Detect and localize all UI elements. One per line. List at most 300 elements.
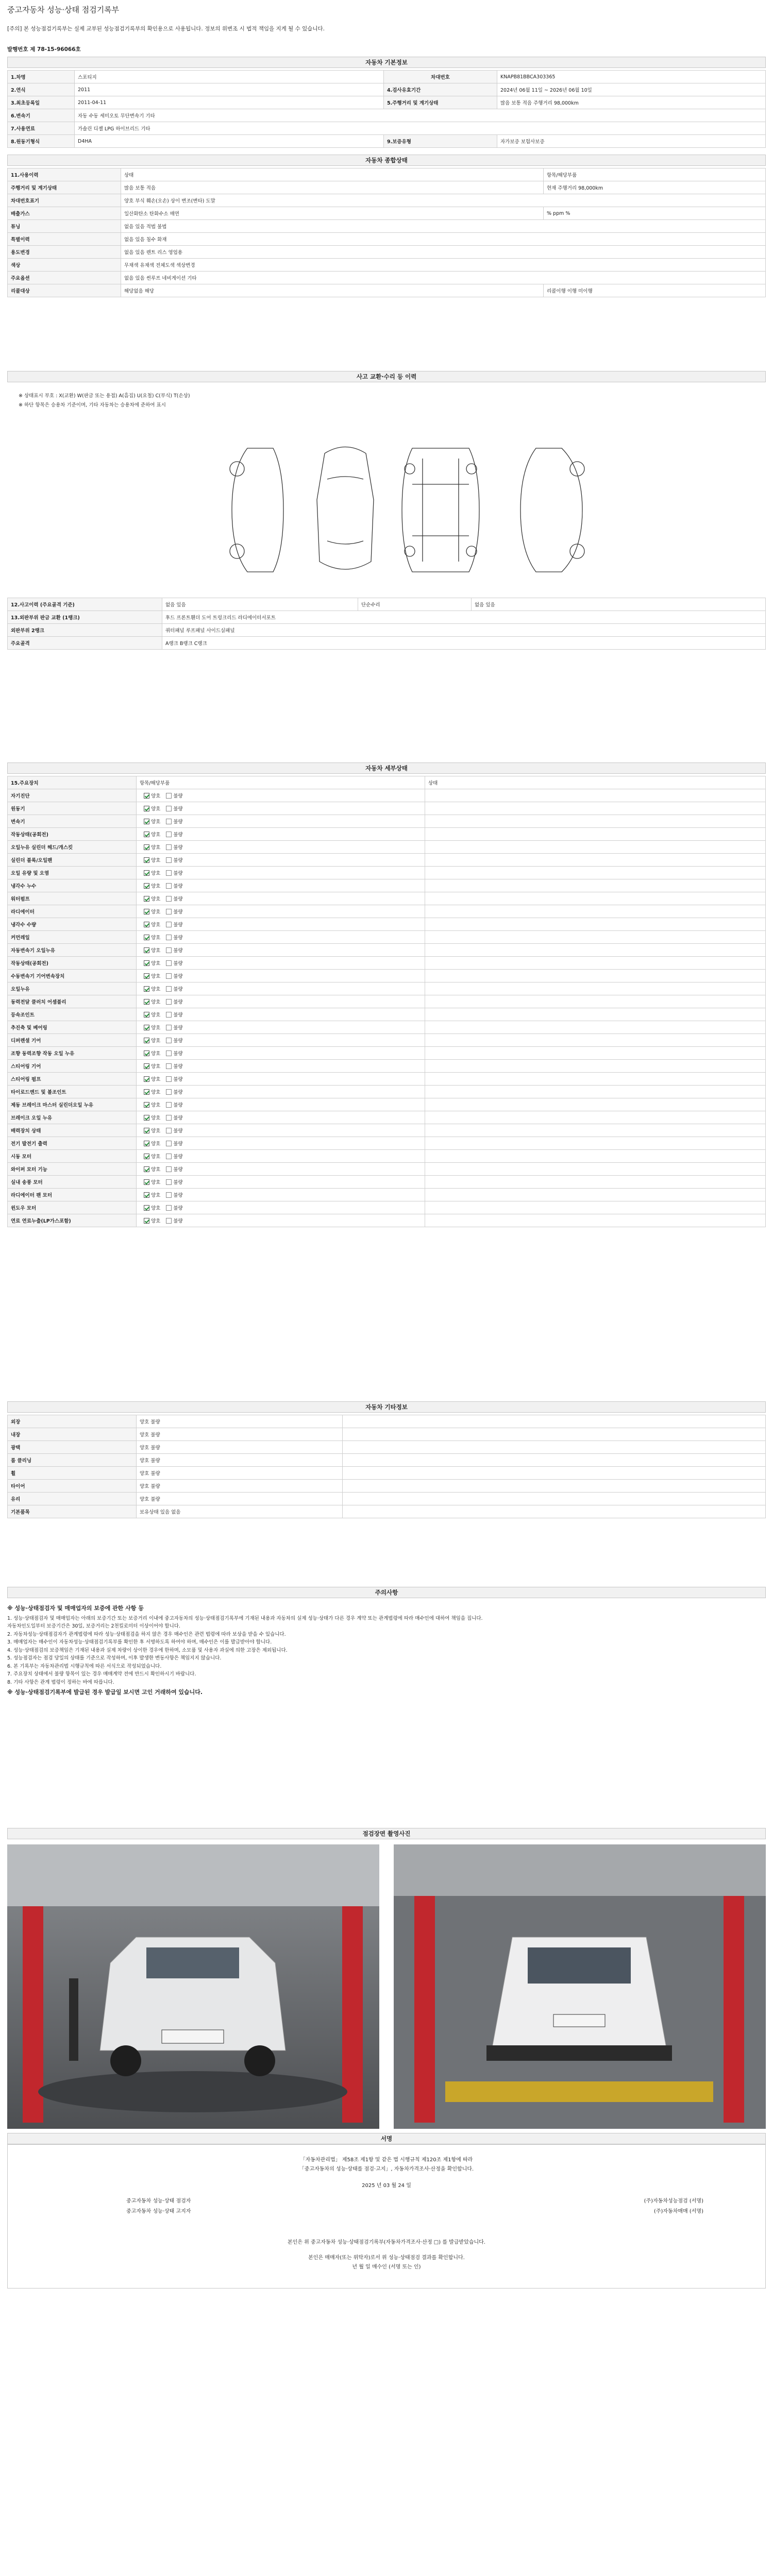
checkbox-icon[interactable] (166, 1025, 172, 1030)
checkbox-icon[interactable] (144, 1141, 149, 1146)
value-cell: 단순수리 (358, 598, 472, 611)
checkbox-icon[interactable] (144, 832, 149, 837)
value-cell: 없음 있음 (472, 598, 766, 611)
checkbox-icon[interactable] (144, 935, 149, 940)
checkbox-icon[interactable] (144, 1205, 149, 1211)
table-row (8, 272, 766, 284)
checkbox-icon[interactable] (166, 793, 172, 799)
checkbox-icon[interactable] (166, 1128, 172, 1133)
inspection-photo-1 (7, 1844, 379, 2129)
part-cell: 전기 발전기 출력 (8, 1137, 137, 1150)
checkbox-icon[interactable] (144, 960, 149, 966)
checkbox-icon[interactable] (166, 922, 172, 927)
inspector-label: 중고자동차 성능·상태 점검자 (126, 2198, 191, 2204)
car-top-outline (317, 447, 374, 570)
table-row (8, 867, 766, 879)
note-cell (425, 1124, 766, 1137)
table-row (8, 181, 766, 194)
wheel-icon (466, 546, 477, 556)
part-cell: 냉각수 수량 (8, 918, 137, 931)
checkbox-icon[interactable] (166, 909, 172, 914)
status-cell: 양호 불량 (137, 1137, 425, 1150)
part-cell: 냉각수 누수 (8, 879, 137, 892)
checkbox-icon[interactable] (166, 1012, 172, 1018)
note-cell (425, 931, 766, 944)
status-cell: 양호 불량 (137, 1073, 425, 1086)
part-cell: 조향 동력조향 작동 오일 누유 (8, 1047, 137, 1060)
table-row (8, 637, 766, 650)
checkbox-icon[interactable] (166, 883, 172, 889)
table-row (8, 1086, 766, 1098)
notice-line: 5. 성능점검자는 점검 당일의 상태를 기준으로 작성하며, 이후 발생한 변동사항은 책임지지 않습니다. (7, 1655, 222, 1661)
checkbox-icon[interactable] (166, 832, 172, 837)
sign-block (7, 2144, 766, 2289)
value-cell (343, 1505, 766, 1518)
table-row (8, 918, 766, 931)
note-cell (425, 995, 766, 1008)
table-row (8, 207, 766, 220)
value-cell: 양호 부식 훼손(오손) 상이 변조(변타) 도말 (121, 194, 766, 207)
note-cell (425, 1021, 766, 1034)
value-cell: 현재 주행거리 98,000km (544, 181, 766, 194)
part-cell: 배력장치 상태 (8, 1124, 137, 1137)
seller-label: 중고자동차 성능·상태 고지자 (126, 2209, 191, 2214)
table-row (8, 1150, 766, 1163)
note-cell (425, 1008, 766, 1021)
status-cell: 양호 불량 (137, 1124, 425, 1137)
status-cell: 양호 불량 (137, 815, 425, 828)
checkbox-icon[interactable] (144, 986, 149, 992)
part-cell: 오일 유량 및 오염 (8, 867, 137, 879)
value-cell: 양호 불량 (137, 1480, 343, 1493)
accident-history-header: 사고 교환·수리 등 이력 (7, 371, 766, 382)
checkbox-icon[interactable] (166, 819, 172, 824)
checkbox-icon[interactable] (144, 1025, 149, 1030)
value-cell: 없음 있음 썬루프 네비게이션 기타 (121, 272, 766, 284)
table-row (8, 957, 766, 970)
note-cell (425, 867, 766, 879)
value-cell (343, 1415, 766, 1428)
checkbox-icon[interactable] (166, 1154, 172, 1159)
part-cell: 라디에이터 팬 모터 (8, 1189, 137, 1201)
label-cell: 11.사용이력 (8, 168, 121, 181)
part-cell: 수동변속기 기어변속장치 (8, 970, 137, 982)
part-cell: 디퍼렌셜 기어 (8, 1034, 137, 1047)
table-row (8, 1467, 766, 1480)
checkbox-icon[interactable] (144, 1115, 149, 1121)
checkbox-icon[interactable] (144, 819, 149, 824)
label-cell: 4.검사유효기간 (384, 83, 497, 96)
notice-emphasis: ※ 성능·상태점검기록부에 발급된 경우 발급일 보시면 고인 거래하여 있습니다. (7, 1689, 203, 1696)
wheel-icon (405, 546, 415, 556)
part-cell: 커먼레일 (8, 931, 137, 944)
table-row (8, 284, 766, 297)
table-row (8, 194, 766, 207)
checkbox-icon[interactable] (144, 1102, 149, 1108)
table-row (8, 1176, 766, 1189)
value-cell: 없음 있음 (162, 598, 358, 611)
part-cell: 원동기 (8, 802, 137, 815)
table-row (8, 1137, 766, 1150)
status-cell: 양호 불량 (137, 1008, 425, 1021)
value-cell: 무채색 유채색 전체도색 색상변경 (121, 259, 766, 272)
notice-body (7, 1602, 766, 1699)
value-cell: 2011-04-11 (75, 96, 384, 109)
checkbox-icon[interactable] (166, 857, 172, 863)
detail-table (7, 776, 766, 1227)
checkbox-icon[interactable] (144, 1012, 149, 1018)
note-cell (425, 1137, 766, 1150)
note-cell (425, 1098, 766, 1111)
table-row (8, 1493, 766, 1505)
status-cell: 양호 불량 (137, 1034, 425, 1047)
checkbox-icon[interactable] (166, 1218, 172, 1224)
table-row (8, 815, 766, 828)
status-cell: 양호 불량 (137, 828, 425, 841)
car-diagram (227, 438, 587, 582)
label-cell: 광택 (8, 1441, 137, 1454)
value-cell: 양호 불량 (137, 1467, 343, 1480)
checkbox-icon[interactable] (144, 999, 149, 1005)
wheel-icon (405, 464, 415, 474)
sign-statement: 「중고자동차의 성능·상태를 점검·고지」, 자동차가격조사·산정을 확인합니다. (299, 2166, 474, 2172)
note-cell (425, 892, 766, 905)
status-cell: 양호 불량 (137, 854, 425, 867)
checkbox-icon[interactable] (166, 1076, 172, 1082)
part-cell: 제동 브레이크 마스터 실린더오일 누유 (8, 1098, 137, 1111)
notice-line: 자동차인도일부터 보증기간은 30일, 보증거리는 2천킬로미터 이상이어야 합니다. (7, 1623, 180, 1629)
status-cell: 양호 불량 (137, 1214, 425, 1227)
seller-name: (주)자동차매매 (서명) (653, 2209, 703, 2214)
checkbox-icon[interactable] (166, 1050, 172, 1056)
document-title: 중고자동차 성능·상태 점검기록부 (7, 5, 120, 14)
label-cell: 8.원동기형식 (8, 135, 75, 148)
notice-line: 8. 기타 사항은 관계 법령이 정하는 바에 따릅니다. (7, 1679, 114, 1685)
value-cell: 일산화탄소 탄화수소 매연 (121, 207, 544, 220)
checkbox-icon[interactable] (144, 1166, 149, 1172)
table-row (8, 802, 766, 815)
status-cell: 양호 불량 (137, 931, 425, 944)
value-cell (343, 1493, 766, 1505)
note-cell (425, 1047, 766, 1060)
note-cell (425, 1189, 766, 1201)
label-cell: 3.최초등록일 (8, 96, 75, 109)
status-cell: 양호 불량 (137, 1150, 425, 1163)
status-cell: 양호 불량 (137, 1176, 425, 1189)
checkbox-icon[interactable] (144, 844, 149, 850)
checkbox-icon[interactable] (144, 883, 149, 889)
value-cell: 쿼터패널 루프패널 사이드실패널 (162, 624, 766, 637)
part-cell: 타이로드엔드 및 볼조인트 (8, 1086, 137, 1098)
note-cell (425, 854, 766, 867)
note-cell (425, 841, 766, 854)
part-cell: 동력전달 클러치 어셈블리 (8, 995, 137, 1008)
checkbox-icon[interactable] (144, 806, 149, 811)
label-cell: 차대번호 (384, 71, 497, 83)
value-cell: 많음 보통 적음 주행거리 98,000km (497, 96, 766, 109)
status-cell: 양호 불량 (137, 1047, 425, 1060)
document-number: 발행번호 제 78-15-96066호 (7, 46, 81, 53)
basic-info-header: 자동차 기본정보 (7, 57, 766, 68)
checkbox-icon[interactable] (166, 1192, 172, 1198)
part-cell: 오일누유 실린더 헤드/개스킷 (8, 841, 137, 854)
checkbox-icon[interactable] (166, 960, 172, 966)
status-cell: 양호 불량 (137, 802, 425, 815)
checkbox-icon[interactable] (166, 1141, 172, 1146)
checkbox-icon[interactable] (166, 1205, 172, 1211)
label-cell: 2.연식 (8, 83, 75, 96)
value-cell (343, 1454, 766, 1467)
label-cell: 리콜대상 (8, 284, 121, 297)
checkbox-icon[interactable] (144, 1179, 149, 1185)
table-row (8, 1163, 766, 1176)
status-cell: 양호 불량 (137, 1021, 425, 1034)
table-row (8, 879, 766, 892)
label-cell: 내장 (8, 1428, 137, 1441)
table-row (8, 1124, 766, 1137)
table-row (8, 931, 766, 944)
label-cell: 휠 (8, 1467, 137, 1480)
checkbox-icon[interactable] (144, 909, 149, 914)
table-row (8, 135, 766, 148)
checkbox-icon[interactable] (144, 1192, 149, 1198)
value-cell (343, 1441, 766, 1454)
label-cell: 5.주행거리 및 계기상태 (384, 96, 497, 109)
value-cell: 없음 있음 침수 화재 (121, 233, 766, 246)
table-row (8, 1214, 766, 1227)
status-cell: 양호 불량 (137, 1189, 425, 1201)
notice-line: 1. 성능·상태점검자 및 매매업자는 아래의 보증기간 또는 보증거리 이내에 중고자동차의 성능·상태점검기록부에 기재된 내용과 자동차의 실제 성능·상태가 다른 경우 계약 또는 관계법령에 따라 매수인에 대하여 책임을 집니다. (7, 1615, 483, 1621)
status-cell: 양호 불량 (137, 905, 425, 918)
value-cell: 많음 보통 적음 (121, 181, 544, 194)
status-cell: 양호 불량 (137, 957, 425, 970)
value-cell (343, 1480, 766, 1493)
notice-line: 7. 주요장치 상태에서 불량 항목이 있는 경우 매매계약 전에 반드시 확인하시기 바랍니다. (7, 1671, 196, 1677)
status-cell: 양호 불량 (137, 1086, 425, 1098)
note-cell (425, 1073, 766, 1086)
note-cell (425, 1111, 766, 1124)
wheel-icon (466, 464, 477, 474)
checkbox-icon[interactable] (166, 870, 172, 876)
status-cell: 양호 불량 (137, 867, 425, 879)
value-cell: 양호 불량 (137, 1441, 343, 1454)
value-cell (343, 1467, 766, 1480)
label-cell: 용도변경 (8, 246, 121, 259)
label-cell: 주행거리 및 계기상태 (8, 181, 121, 194)
sign-statement: 「자동차관리법」 제58조 제1항 및 같은 법 시행규칙 제120조 제1항에 따라 (300, 2157, 473, 2163)
label-cell: 특별이력 (8, 233, 121, 246)
table-row (8, 1008, 766, 1021)
checkbox-icon[interactable] (166, 1115, 172, 1121)
value-cell: A랭크 B랭크 C랭크 (162, 637, 766, 650)
checkbox-icon[interactable] (166, 973, 172, 979)
table-row (8, 828, 766, 841)
label-cell: 유리 (8, 1493, 137, 1505)
status-cell: 양호 불량 (137, 879, 425, 892)
value-cell: KNAPB81BBCA303365 (497, 71, 766, 83)
table-row (8, 611, 766, 624)
checkbox-icon[interactable] (166, 806, 172, 811)
note-cell (425, 1201, 766, 1214)
table-row (8, 1441, 766, 1454)
status-cell: 양호 불량 (137, 944, 425, 957)
checkbox-icon[interactable] (144, 922, 149, 927)
note-cell (425, 815, 766, 828)
checkbox-icon[interactable] (166, 1038, 172, 1043)
table-row (8, 1060, 766, 1073)
checkbox-icon[interactable] (144, 857, 149, 863)
note-cell (425, 828, 766, 841)
inspection-photo-2 (394, 1844, 766, 2129)
part-cell: 실내 송풍 모터 (8, 1176, 137, 1189)
value-cell: 자동 수동 세미오토 무단변속기 기타 (75, 109, 766, 122)
table-row (8, 905, 766, 918)
value-cell: 가솔린 디젤 LPG 하이브리드 기타 (75, 122, 766, 135)
summary-table (7, 168, 766, 297)
label-cell: 타이어 (8, 1480, 137, 1493)
table-row (8, 1111, 766, 1124)
table-row (8, 71, 766, 83)
note-cell (425, 802, 766, 815)
label-cell: 외판부위 2랭크 (8, 624, 162, 637)
table-row (8, 1505, 766, 1518)
label-cell: 차대번호표기 (8, 194, 121, 207)
part-cell: 브레이크 오일 누유 (8, 1111, 137, 1124)
checkbox-icon[interactable] (166, 844, 172, 850)
checkbox-icon[interactable] (144, 896, 149, 902)
label-cell: 기본품목 (8, 1505, 137, 1518)
part-cell: 시동 모터 (8, 1150, 137, 1163)
legend-line: ※ 상태표시 부호 : X(교환) W(판금 또는 용접) A(흠집) U(요철) C(부식) T(손상) (19, 393, 190, 399)
notice-line: 3. 매매업자는 매수인이 자동차성능·상태점검기록부를 확인한 후 서명하도록 하여야 하며, 매수인은 이를 발급받아야 합니다. (7, 1639, 272, 1645)
checkbox-icon[interactable] (144, 1128, 149, 1133)
value-cell: 항목/해당부품 (544, 168, 766, 181)
part-cell: 와이퍼 모터 기능 (8, 1163, 137, 1176)
checkbox-icon[interactable] (166, 1089, 172, 1095)
legend-line: ※ 하단 항목은 승용차 기준이며, 기타 자동차는 승용차에 준하여 표시 (19, 402, 166, 408)
notice-header: 주의사항 (7, 1587, 766, 1598)
other-info-table (7, 1415, 766, 1518)
notice-line: 4. 성능·상태점검의 보증책임은 기재된 내용과 실제 차량이 상이한 경우에 한하며, 소모품 및 사용자 과실에 의한 고장은 제외됩니다. (7, 1647, 288, 1653)
checkbox-icon[interactable] (166, 999, 172, 1005)
windshield-line (327, 477, 363, 544)
inspector-name: (주)자동차성능점검 (서명) (644, 2198, 703, 2204)
table-row (8, 233, 766, 246)
checkbox-icon[interactable] (166, 947, 172, 953)
status-cell: 양호 불량 (137, 1163, 425, 1176)
label-cell: 튜닝 (8, 220, 121, 233)
part-cell: 스티어링 펌프 (8, 1073, 137, 1086)
table-row (8, 944, 766, 957)
note-cell (425, 1163, 766, 1176)
status-cell: 양호 불량 (137, 1098, 425, 1111)
value-cell: 자가보증 보험사보증 (497, 135, 766, 148)
value-cell: 양호 불량 (137, 1428, 343, 1441)
table-row (8, 220, 766, 233)
part-cell: 작동상태(공회전) (8, 957, 137, 970)
checkbox-icon[interactable] (144, 1154, 149, 1159)
value-cell: 스포티지 (75, 71, 384, 83)
checkbox-icon[interactable] (166, 1166, 172, 1172)
sign-header: 서명 (7, 2133, 766, 2144)
value-cell: 없음 있음 적법 불법 (121, 220, 766, 233)
checkbox-icon[interactable] (144, 1218, 149, 1224)
status-cell: 양호 불량 (137, 1201, 425, 1214)
label-cell: 6.변속기 (8, 109, 75, 122)
table-row (8, 970, 766, 982)
table-row (8, 1021, 766, 1034)
detail-header: 자동차 세부상태 (7, 762, 766, 774)
table-row (8, 1073, 766, 1086)
checkbox-icon[interactable] (166, 1063, 172, 1069)
status-cell: 양호 불량 (137, 1111, 425, 1124)
buyer-signature-line: 년 월 일 매수인 (서명 또는 인) (352, 2264, 421, 2270)
checkbox-icon[interactable] (144, 1050, 149, 1056)
value-cell: 상태 (121, 168, 544, 181)
checkbox-icon[interactable] (144, 1038, 149, 1043)
checkbox-icon[interactable] (144, 973, 149, 979)
checkbox-icon[interactable] (166, 1179, 172, 1185)
note-cell (425, 905, 766, 918)
checkbox-icon[interactable] (144, 870, 149, 876)
status-cell: 양호 불량 (137, 970, 425, 982)
value-cell: 항목/해당부품 (137, 776, 425, 789)
checkbox-icon[interactable] (166, 1102, 172, 1108)
part-cell: 변속기 (8, 815, 137, 828)
checkbox-icon[interactable] (166, 935, 172, 940)
checkbox-icon[interactable] (166, 896, 172, 902)
table-row (8, 246, 766, 259)
value-cell: 2024년 06월 11일 ~ 2026년 06월 10일 (497, 83, 766, 96)
status-cell: 양호 불량 (137, 995, 425, 1008)
car-side-right-outline (520, 448, 582, 572)
part-cell: 워터펌프 (8, 892, 137, 905)
checkbox-icon[interactable] (144, 947, 149, 953)
document-notice: [주의] 본 성능점검기록부는 실제 교부된 성능점검기록부의 확인용으로 사용됩니다. 정보의 위변조 시 법적 책임을 지게 될 수 있습니다. (7, 26, 325, 32)
checkbox-icon[interactable] (144, 1063, 149, 1069)
table-row (8, 96, 766, 109)
table-row (8, 259, 766, 272)
table-row (8, 83, 766, 96)
label-cell: 색상 (8, 259, 121, 272)
frame-line (412, 459, 469, 562)
value-cell: 보유상태 있음 없음 (137, 1505, 343, 1518)
label-cell: 룸 클리닝 (8, 1454, 137, 1467)
part-cell: 윈도우 모터 (8, 1201, 137, 1214)
checkbox-icon[interactable] (166, 986, 172, 992)
status-cell: 양호 불량 (137, 892, 425, 905)
status-cell: 양호 불량 (137, 918, 425, 931)
note-cell (425, 957, 766, 970)
checkbox-icon[interactable] (144, 1076, 149, 1082)
part-cell: 오일누유 (8, 982, 137, 995)
summary-header: 자동차 종합상태 (7, 155, 766, 166)
value-cell: 2011 (75, 83, 384, 96)
part-cell: 작동상태(공회전) (8, 828, 137, 841)
status-cell: 양호 불량 (137, 982, 425, 995)
note-cell (425, 1034, 766, 1047)
value-cell (343, 1428, 766, 1441)
table-row (8, 1034, 766, 1047)
note-cell (425, 1176, 766, 1189)
table-row (8, 1098, 766, 1111)
checkbox-icon[interactable] (144, 1089, 149, 1095)
note-cell (425, 1214, 766, 1227)
value-cell: 양호 불량 (137, 1493, 343, 1505)
note-cell (425, 1086, 766, 1098)
table-row (8, 1189, 766, 1201)
checkbox-icon[interactable] (144, 793, 149, 799)
